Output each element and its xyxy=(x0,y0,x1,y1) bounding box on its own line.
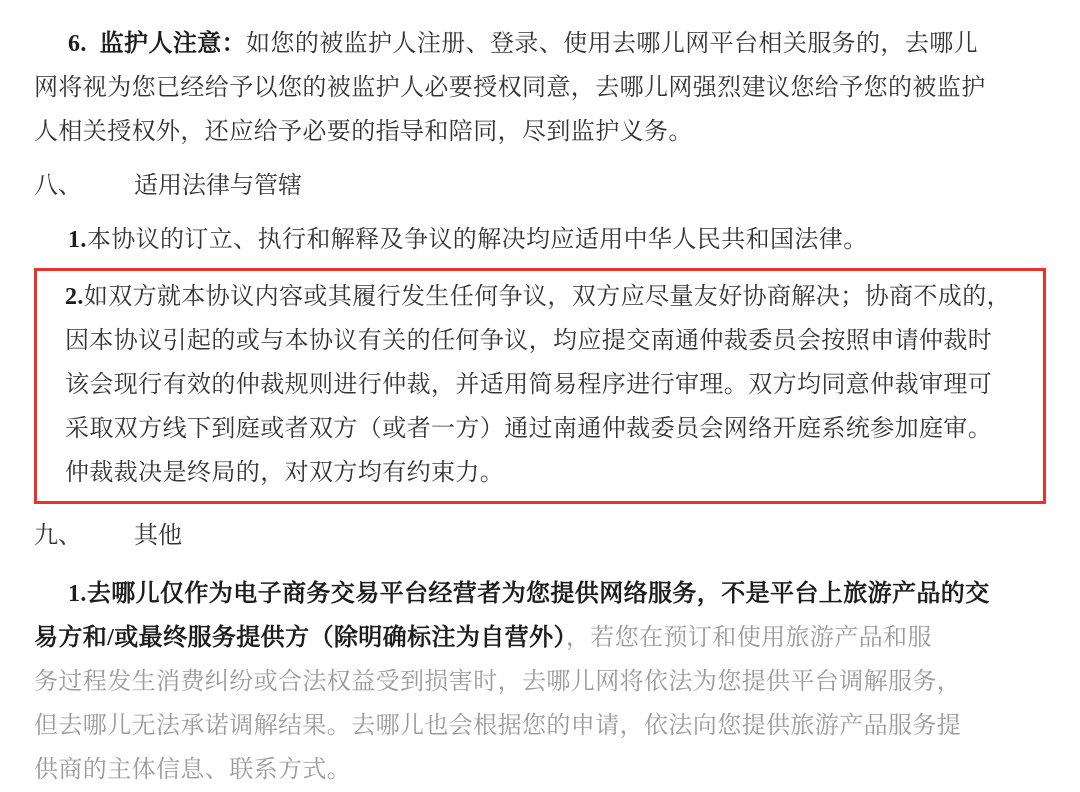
section-8-item-2-line-1 xyxy=(65,275,1037,319)
highlighted-clause-box xyxy=(34,268,1046,504)
section-9-item-1-line-1 xyxy=(34,572,1046,616)
section-9-item-1-line-5: 供商的主体信息、联系方式。 xyxy=(34,757,352,783)
clause-6-line-3 xyxy=(34,110,1046,154)
section-9-item-1-line-2 xyxy=(34,616,1046,660)
clause-6-number: 6. xyxy=(68,31,87,57)
section-8-item-2-number: 2. xyxy=(65,284,84,310)
section-9-item-1-line-4: 但去哪儿无法承诺调解结果。去哪儿也会根据您的申请，依法向您提供旅游产品服务提 xyxy=(34,713,962,739)
section-8-item-2-text-1: 如双方就本协议内容或其履行发生任何争议，双方应尽量友好协商解决；协商不成的， xyxy=(83,284,1012,310)
clause-6-block xyxy=(34,22,1046,66)
section-8-item-2-line-4: 采取双方线下到庭或者双方（或者一方）通过南通仲裁委员会网络开庭系统参加庭审。 xyxy=(65,416,993,442)
section-8-item-2-line-5: 仲裁裁决是终局的，对双方均有约束力。 xyxy=(65,460,505,486)
section-9-item-1-bold-2c: 或最终服务提供方（除明确标注为自营外） xyxy=(114,625,566,651)
section-8-item-1 xyxy=(34,218,1046,262)
section-9-heading xyxy=(34,514,1046,558)
section-9-item-1-number: 1. xyxy=(68,581,87,607)
clause-6-text-2: 网将视为您已经给予以您的被监护人必要授权同意，去哪儿网强烈建议您给予您的被监护 xyxy=(34,75,986,101)
section-8-item-1-text: 本协议的订立、执行和解释及争议的解决均应适用中华人民共和国法律。 xyxy=(86,227,868,253)
section-8-number: 八、 xyxy=(34,173,82,199)
section-9-number: 九、 xyxy=(34,523,82,549)
clause-6-text-1: 如您的被监护人注册、登录、使用去哪儿网平台相关服务的，去哪儿 xyxy=(246,31,979,57)
clause-6-label: 监护人注意： xyxy=(99,31,247,57)
section-8-title: 适用法律与管辖 xyxy=(134,173,302,199)
section-9-item-1-line-3: 务过程发生消费纠纷或合法权益受到损害时，去哪儿网将依法为您提供平台调解服务， xyxy=(34,669,962,695)
clause-6-line-2 xyxy=(34,66,1046,110)
section-9-item-1-bold-1: 去哪儿仅作为电子商务交易平台经营者为您提供网络服务，不是平台上旅游产品的交 xyxy=(86,581,990,607)
section-8-item-1-number: 1. xyxy=(68,227,87,253)
section-9-item-1-bold-2b: / xyxy=(107,625,115,651)
section-9-item-1-faded-2: ，若您在预订和使用旅游产品和服 xyxy=(565,625,932,651)
section-8-heading xyxy=(34,164,1046,208)
clause-6-line-1 xyxy=(68,22,1046,66)
section-9-title: 其他 xyxy=(134,523,182,549)
clause-6-text-3: 人相关授权外，还应给予必要的指导和陪同，尽到监护义务。 xyxy=(34,119,693,145)
section-8-item-2-line-2: 因本协议引起的或与本协议有关的任何争议，均应提交南通仲裁委员会按照申请仲裁时 xyxy=(65,328,993,354)
section-8-item-2-line-3: 该会现行有效的仲裁规则进行仲裁，并适用简易程序进行审理。双方均同意仲裁审理可 xyxy=(65,372,993,398)
section-9-item-1-bold-2a: 易方和 xyxy=(34,625,108,651)
